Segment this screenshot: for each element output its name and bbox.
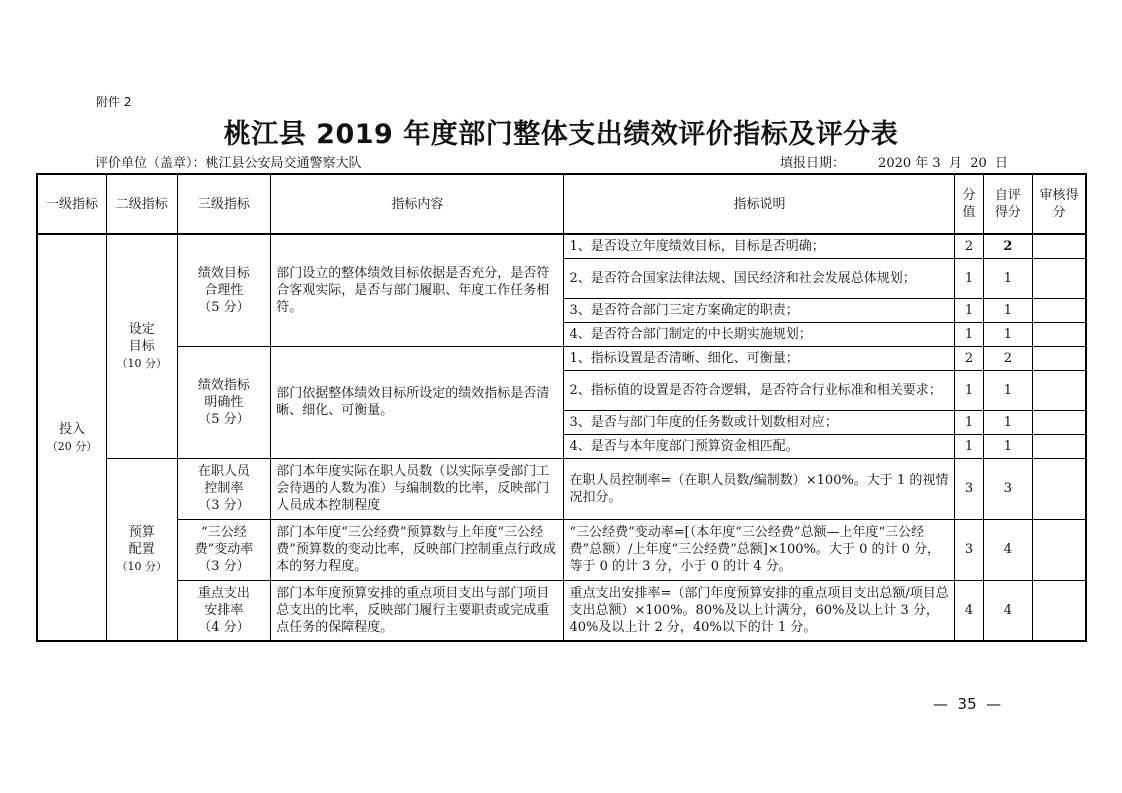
criterion-audit-score xyxy=(1033,458,1086,519)
header-content: 指标内容 xyxy=(271,174,564,234)
level2-cell xyxy=(107,458,178,641)
level3-cell xyxy=(177,580,271,641)
level3-points: （5 分） xyxy=(198,411,250,427)
criterion-self-score: 4 xyxy=(983,519,1032,580)
criterion-desc: 2、指标值的设置是否符合逻辑，是否符合行业标准和相关要求； xyxy=(564,370,955,410)
indicator-content: 部门设立的整体绩效目标依据是否充分，是否符合客观实际，是否与部门履职、年度工作任务相符。 xyxy=(271,234,564,346)
page-number: — 35 — xyxy=(933,695,1002,713)
level3-name: 在职人员控制率 xyxy=(197,464,250,496)
level2-name: 设定目标 xyxy=(128,321,155,354)
criterion-points: 4 xyxy=(955,580,983,641)
criterion-desc: 3、是否与部门年度的任务数或计划数相对应； xyxy=(564,410,955,434)
criterion-points: 1 xyxy=(955,434,983,458)
criterion-desc: 4、是否与本年度部门预算资金相匹配。 xyxy=(564,434,955,458)
criterion-self-score: 2 xyxy=(983,234,1032,258)
criterion-points: 2 xyxy=(955,346,983,370)
header-description: 指标说明 xyxy=(564,174,955,234)
criterion-points: 1 xyxy=(955,322,983,346)
criterion-self-score: 1 xyxy=(983,370,1032,410)
criterion-self-score: 1 xyxy=(983,322,1032,346)
criterion-points: 3 xyxy=(955,519,983,580)
header-level3: 三级指标 xyxy=(177,174,271,234)
level1-name: 投入 xyxy=(59,421,86,437)
level3-name: 重点支出安排率 xyxy=(197,585,250,618)
fill-date: 填报日期： 2020 年 3 月 20 日 xyxy=(780,156,1009,171)
attachment-label: 附件 2 xyxy=(96,95,132,109)
evaluation-unit: 评价单位（盖章）：桃江县公安局交通警察大队 xyxy=(95,156,362,171)
criterion-self-score: 1 xyxy=(983,298,1032,322)
level1-cell xyxy=(37,234,107,641)
criterion-points: 1 xyxy=(955,410,983,434)
criterion-self-score: 1 xyxy=(983,410,1032,434)
criterion-audit-score xyxy=(1033,298,1086,322)
table-row xyxy=(37,519,1086,580)
header-level1: 一级指标 xyxy=(37,174,107,234)
criterion-self-score: 1 xyxy=(983,434,1032,458)
level3-cell xyxy=(177,234,271,346)
table-row xyxy=(37,580,1086,641)
criterion-self-score: 2 xyxy=(983,346,1032,370)
level2-points: （10 分） xyxy=(116,356,168,370)
criterion-desc: “三公经费”变动率=[（本年度“三公经费”总额—上年度“三公经费”总额）/上年度“三公经费”总额]×100%。大于 0 的计 0 分，等于 0 的计 3 分，小于 0 的计 4 分。 xyxy=(564,519,955,580)
level3-cell xyxy=(177,458,271,519)
level3-points: （3 分） xyxy=(198,498,250,513)
header-self-score: 自评得分 xyxy=(983,174,1032,234)
criterion-desc: 1、指标设置是否清晰、细化、可衡量； xyxy=(564,346,955,370)
indicator-content: 部门依据整体绩效目标所设定的绩效指标是否清晰、细化、可衡量。 xyxy=(271,346,564,458)
criterion-audit-score xyxy=(1033,322,1086,346)
level1-points: （20 分） xyxy=(46,439,98,453)
criterion-desc: 在职人员控制率=（在职人员数/编制数）×100%。大于 1 的视情况扣分。 xyxy=(564,458,955,519)
header-audit-score: 审核得分 xyxy=(1033,174,1086,234)
level2-cell xyxy=(107,234,178,458)
criterion-points: 2 xyxy=(955,234,983,258)
level3-name: “三公经费”变动率 xyxy=(194,525,254,557)
criterion-points: 1 xyxy=(955,370,983,410)
criterion-desc: 1、是否设立年度绩效目标，目标是否明确； xyxy=(564,234,955,258)
criterion-audit-score xyxy=(1033,434,1086,458)
criterion-points: 3 xyxy=(955,458,983,519)
level3-points: （4 分） xyxy=(198,619,250,635)
level2-name: 预算配置 xyxy=(128,524,155,557)
header-level2: 二级指标 xyxy=(107,174,178,234)
criterion-audit-score xyxy=(1033,410,1086,434)
indicator-content: 部门本年度“三公经费”预算数与上年度“三公经费”预算数的变动比率，反映部门控制重点行政成本的努力程度。 xyxy=(271,519,564,580)
table-row xyxy=(37,234,1086,258)
indicator-content: 部门本年度实际在职人员数（以实际享受部门工会待遇的人数为准）与编制数的比率，反映部门人员成本控制程度 xyxy=(271,458,564,519)
level3-name: 绩效目标合理性 xyxy=(197,265,250,298)
indicator-content: 部门本年度预算安排的重点项目支出与部门项目总支出的比率，反映部门履行主要职责或完成重点任务的保障程度。 xyxy=(271,580,564,641)
criterion-audit-score xyxy=(1033,234,1086,258)
criterion-audit-score xyxy=(1033,370,1086,410)
header-points: 分值 xyxy=(955,174,983,234)
criterion-desc: 2、是否符合国家法律法规、国民经济和社会发展总体规划； xyxy=(564,258,955,298)
table-row xyxy=(37,346,1086,370)
criterion-desc: 4、是否符合部门制定的中长期实施规划； xyxy=(564,322,955,346)
page-title: 桃江县 2019 年度部门整体支出绩效评价指标及评分表 xyxy=(223,119,899,150)
table-row xyxy=(37,458,1086,519)
criterion-audit-score xyxy=(1033,258,1086,298)
criterion-desc: 3、是否符合部门三定方案确定的职责； xyxy=(564,298,955,322)
scoring-table xyxy=(36,173,1087,642)
criterion-points: 1 xyxy=(955,298,983,322)
criterion-audit-score xyxy=(1033,519,1086,580)
criterion-points: 1 xyxy=(955,258,983,298)
level3-cell xyxy=(177,519,271,580)
level3-name: 绩效指标明确性 xyxy=(197,377,250,410)
level2-points: （10 分） xyxy=(116,559,168,573)
level3-points: （3 分） xyxy=(198,559,250,574)
level3-cell xyxy=(177,346,271,458)
criterion-audit-score xyxy=(1033,580,1086,641)
criterion-audit-score xyxy=(1033,346,1086,370)
criterion-desc: 重点支出安排率=（部门年度预算安排的重点项目支出总额/项目总支出总额）×100%。80%及以上计满分，60%及以上计 3 分，40%及以上计 2 分，40%以下的计 1 分。 xyxy=(564,580,955,641)
criterion-self-score: 4 xyxy=(983,580,1032,641)
table-header-row xyxy=(37,174,1086,234)
criterion-self-score: 1 xyxy=(983,258,1032,298)
criterion-self-score: 3 xyxy=(983,458,1032,519)
level3-points: （5 分） xyxy=(198,299,250,315)
